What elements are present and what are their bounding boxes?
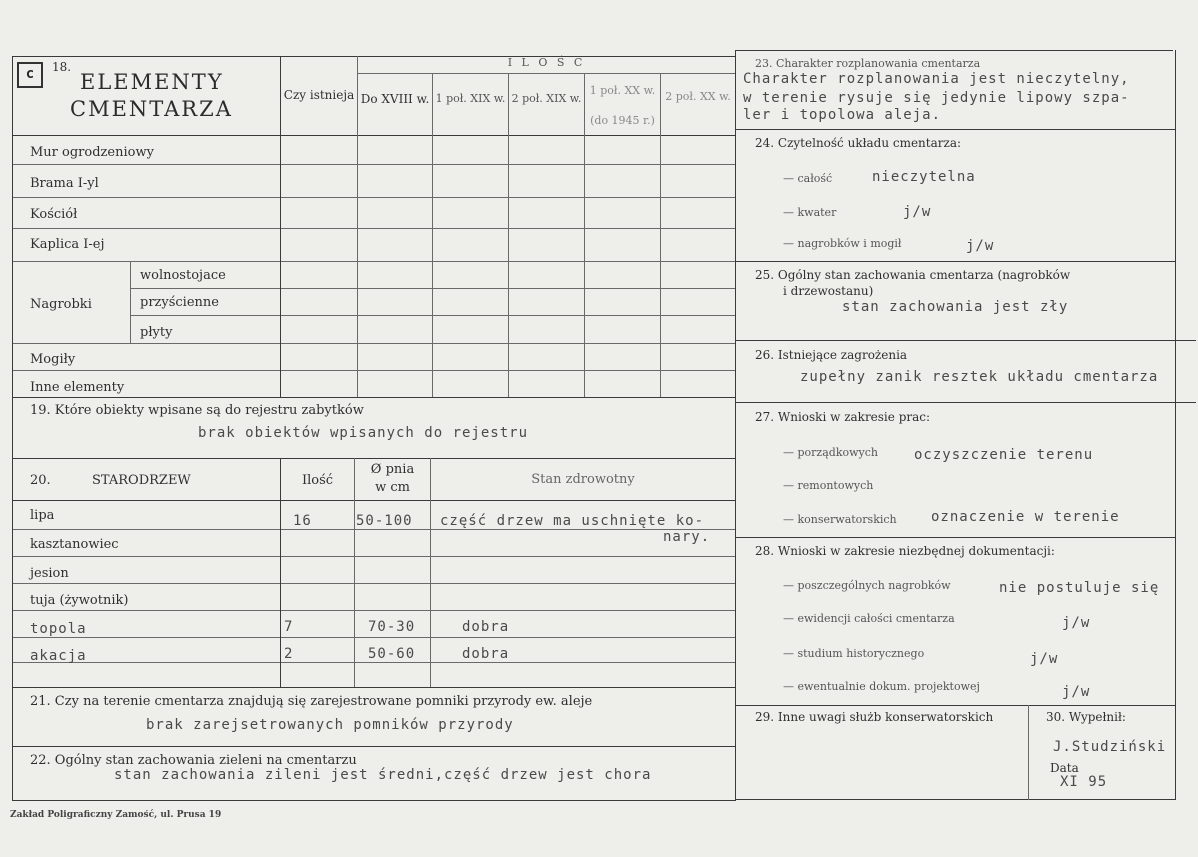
- printer-footer: Zakład Poligraficzny Zamość, ul. Prusa 19: [10, 810, 222, 820]
- col-czy-istnieja: Czy istnieja: [283, 88, 355, 102]
- section-25-label-2: i drzewostanu): [783, 284, 874, 298]
- row-kaplica: Kaplica I-ej: [30, 237, 105, 252]
- row-wolnostojace: wolnostojace: [140, 268, 226, 283]
- s27-porzadkowych-value: oczyszczenie terenu: [914, 447, 1094, 463]
- section-28-label: 28. Wnioski w zakresie niezbędnej dokumentacji:: [755, 544, 1055, 558]
- row-mur: Mur ogrodzeniowy: [30, 145, 154, 160]
- section-26-label: 26. Istniejące zagrożenia: [755, 348, 908, 362]
- section-19-label: 19. Które obiekty wpisane są do rejestru zabytków: [30, 403, 364, 418]
- tree-name-1: kasztanowiec: [30, 537, 119, 552]
- row-kosciol: Kościół: [30, 207, 78, 222]
- tree-size-5: 50-60: [368, 646, 416, 662]
- row-nagrobki: Nagrobki: [30, 297, 92, 312]
- row-plyty: płyty: [140, 325, 173, 340]
- tree-size-4: 70-30: [368, 619, 416, 635]
- col-1pol-xx: 1 poł. XX w.: [589, 84, 656, 97]
- tree-name-2: jesion: [30, 566, 69, 581]
- row-brama: Brama I-yl: [30, 176, 99, 191]
- s24-calosc-value: nieczytelna: [872, 169, 976, 185]
- card-letter-box: c: [17, 62, 43, 88]
- tree-state-4: dobra: [462, 619, 510, 635]
- tree-qty-0: 16: [293, 513, 312, 529]
- section-24-label: 24. Czytelność układu cmentarza:: [755, 136, 962, 150]
- col-2pol-xix: 2 poł. XIX w.: [511, 92, 582, 105]
- s28-studium-label: — studium historycznego: [783, 647, 925, 660]
- section-23-line1: Charakter rozplanowania jest nieczytelny,: [743, 71, 1130, 87]
- col-w-cm: w cm: [375, 480, 410, 495]
- col-2pol-xx: 2 poł. XX w.: [665, 90, 731, 103]
- s24-nagrobkow-value: j/w: [966, 238, 995, 254]
- tree-name-5: akacja: [30, 648, 87, 664]
- tree-state-5: dobra: [462, 646, 510, 662]
- date-value: XI 95: [1060, 774, 1108, 790]
- section-18-title-line1: ELEMENTY: [80, 70, 224, 94]
- s27-konserwatorskich-label: — konserwatorskich: [783, 513, 897, 526]
- row-przyscienne: przyścienne: [140, 295, 219, 310]
- section-29-label: 29. Inne uwagi służb konserwatorskich: [755, 710, 994, 724]
- section-27-label: 27. Wnioski w zakresie prac:: [755, 410, 931, 424]
- filled-by-name: J.Studziński: [1053, 739, 1167, 755]
- col-ilosc: Ilość: [302, 473, 334, 488]
- section-20-title: STARODRZEW: [92, 473, 191, 488]
- section-25-label-1: 25. Ogólny stan zachowania cmentarza (nagrobków: [755, 268, 1071, 282]
- col-do-xviii: Do XVIII w.: [360, 92, 430, 106]
- tree-qty-5: 2: [284, 646, 294, 662]
- tree-name-0: lipa: [30, 508, 55, 523]
- s28-studium-value: j/w: [1030, 651, 1059, 667]
- s27-remontowych-label: — remontowych: [783, 479, 874, 492]
- section-18-number: 18.: [52, 60, 72, 74]
- ilosc-header: I L O Ś C: [507, 56, 586, 69]
- section-23-label: 23. Charakter rozplanowania cmentarza: [755, 57, 981, 70]
- section-22-value: stan zachowania zileni jest średni,część drzew jest chora: [114, 767, 652, 783]
- s24-kwater-value: j/w: [903, 204, 932, 220]
- tree-name-4: topola: [30, 621, 87, 637]
- col-stan-zdrowotny: Stan zdrowotny: [531, 472, 635, 487]
- s28-nagrobkow-label: — poszczególnych nagrobków: [783, 579, 951, 592]
- s28-projektowej-label: — ewentualnie dokum. projektowej: [783, 680, 980, 693]
- section-25-value: stan zachowania jest zły: [842, 299, 1069, 315]
- section-26-value: zupełny zanik resztek układu cmentarza: [800, 369, 1159, 385]
- row-mogily: Mogiły: [30, 352, 76, 367]
- s27-porzadkowych-label: — porządkowych: [783, 446, 878, 459]
- tree-state-0: część drzew ma uschnięte ko-: [440, 513, 705, 529]
- section-21-value: brak zarejsetrowanych pomników przyrody: [146, 717, 514, 733]
- s28-ewidencji-value: j/w: [1062, 615, 1091, 631]
- s28-projektowej-value: j/w: [1062, 684, 1091, 700]
- s28-nagrobkow-value: nie postuluje się: [999, 580, 1160, 596]
- row-inne-elementy: Inne elementy: [30, 380, 125, 395]
- date-label: Data: [1050, 761, 1079, 775]
- section-23-line2: w terenie rysuje się jedynie lipowy szpa-: [743, 90, 1130, 106]
- s24-calosc-label: — całość: [783, 172, 833, 185]
- section-20-number: 20.: [30, 473, 51, 488]
- section-22-label: 22. Ogólny stan zachowania zieleni na cmentarzu: [30, 753, 357, 768]
- tree-state2-0: nary.: [663, 529, 711, 545]
- col-1pol-xix: 1 poł. XIX w.: [435, 92, 506, 105]
- s28-ewidencji-label: — ewidencji całości cmentarza: [783, 612, 955, 625]
- section-19-value: brak obiektów wpisanych do rejestru: [198, 425, 529, 441]
- col-do-1945: (do 1945 r.): [590, 114, 655, 127]
- tree-name-3: tuja (żywotnik): [30, 593, 129, 608]
- tree-size-0: 50-100: [356, 513, 413, 529]
- tree-qty-4: 7: [284, 619, 294, 635]
- s24-kwater-label: — kwater: [783, 206, 837, 219]
- col-pnia: Ø pnia: [370, 462, 415, 477]
- section-18-title-line2: CMENTARZA: [70, 97, 233, 121]
- s24-nagrobkow-label: — nagrobków i mogił: [783, 237, 902, 250]
- section-23-line3: ler i topolowa aleja.: [743, 107, 942, 123]
- section-30-label: 30. Wypełnił:: [1046, 710, 1126, 724]
- s27-konserwatorskich-value: oznaczenie w terenie: [931, 509, 1120, 525]
- section-21-label: 21. Czy na terenie cmentarza znajdują się zarejestrowane pomniki przyrody ew. aleje: [30, 694, 593, 709]
